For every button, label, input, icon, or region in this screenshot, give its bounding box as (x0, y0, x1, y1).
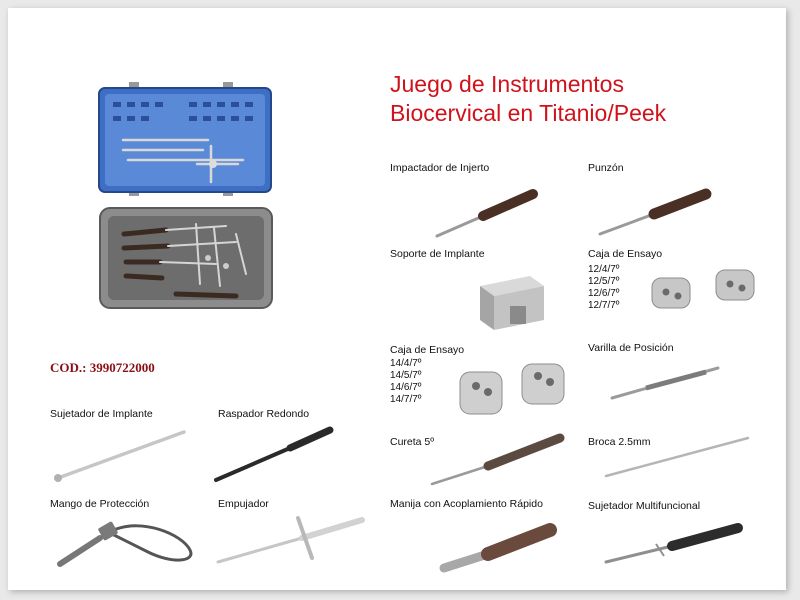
label-caja-ensayo-12: Caja de Ensayo (588, 248, 663, 260)
size-item: 12/4/7º (588, 264, 620, 275)
sujetador-implante-image (50, 426, 190, 486)
size-item: 14/4/7º (390, 358, 422, 369)
size-item: 14/5/7º (390, 370, 422, 381)
size-item: 14/6/7º (390, 382, 422, 393)
title-line-2: Biocervical en Titanio/Peek (390, 100, 667, 126)
size-item: 12/6/7º (588, 288, 620, 299)
tray-base-image (96, 204, 276, 314)
label-caja-ensayo-14: Caja de Ensayo (390, 344, 465, 356)
label-mango: Mango de Protección (50, 498, 150, 510)
cureta-image (428, 430, 568, 490)
size-item: 14/7/7º (390, 394, 422, 405)
label-impactador: Impactador de Injerto (390, 162, 490, 174)
raspador-image (210, 424, 336, 486)
sujetador-multi-image (602, 520, 746, 568)
caja-ensayo-14-image (454, 358, 572, 422)
label-empujador: Empujador (218, 498, 269, 510)
product-code: COD.: 3990722000 (50, 360, 155, 375)
size-item: 12/5/7º (588, 276, 620, 287)
tray-lid-image (93, 80, 278, 200)
catalog-title (390, 70, 666, 128)
caja-ensayo-12-sizes (588, 264, 619, 312)
impactador-image (433, 186, 543, 241)
label-cureta: Cureta 5º (390, 436, 435, 448)
label-broca: Broca 2.5mm (588, 436, 651, 448)
label-sujetador-multi: Sujetador Multifuncional (588, 500, 701, 512)
broca-image (602, 432, 752, 482)
size-item: 12/7/7º (588, 300, 620, 311)
label-manija: Manija con Acoplamiento Rápido (390, 498, 543, 510)
label-soporte: Soporte de Implante (390, 248, 485, 260)
catalog-sheet (8, 8, 786, 590)
caja-ensayo-14-sizes (390, 358, 421, 406)
varilla-image (606, 360, 724, 404)
label-sujetador-implante: Sujetador de Implante (50, 408, 153, 420)
mango-image (52, 514, 198, 572)
label-varilla: Varilla de Posición (588, 342, 674, 354)
punzon-image (596, 186, 716, 241)
manija-image (438, 516, 558, 574)
label-raspador: Raspador Redondo (218, 408, 310, 420)
soporte-image (470, 272, 550, 334)
caja-ensayo-12-image (646, 266, 764, 318)
label-punzon: Punzón (588, 162, 624, 174)
empujador-image (212, 508, 368, 568)
title-line-1: Juego de Instrumentos (390, 71, 624, 97)
